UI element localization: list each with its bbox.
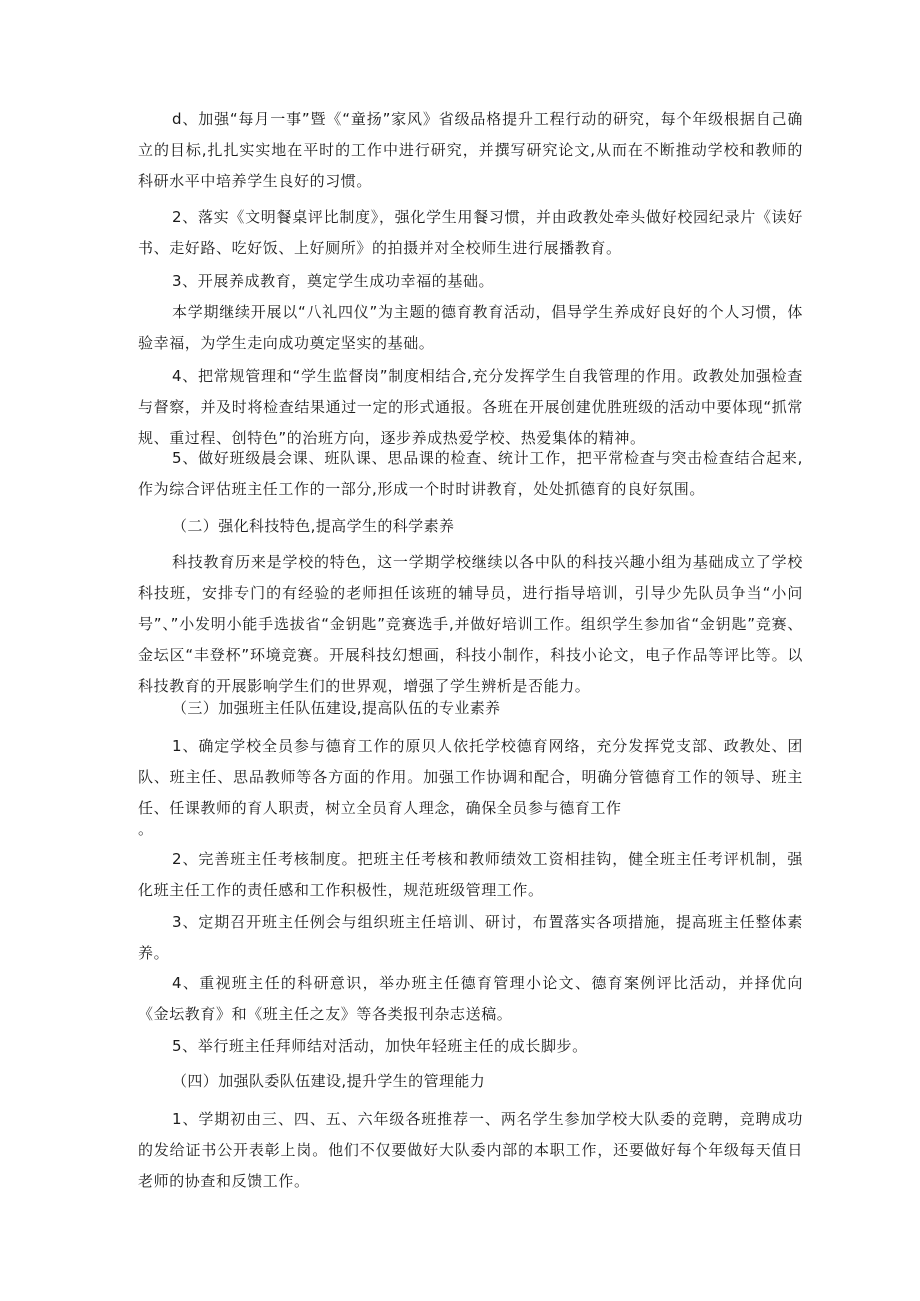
paragraph-3-habit-education: 3、开展养成教育，奠定学生成功幸福的基础。 xyxy=(172,272,495,290)
paragraph-2-assessment-system: 2、完善班主任考核制度。把班主任考核和教师绩效工资相挂钩，健全班主任考评机制，强化班主任工作的责任感和工作积极性，规范班级管理工作。 xyxy=(138,850,803,899)
paragraph-1-full-participation: 1、确定学校全员参与德育工作的原贝人依托学校德育网络，充分发挥党支部、政教处、团队、班主任、思品教师等各方面的作用。加强工作协调和配合，明确分管德育工作的领导、班主任、任课教师的育人职责，树立全员育人理念，确保全员参与德育工作 xyxy=(138,737,803,817)
section-heading-team-committee: （四）加强队委队伍建设,提升学生的管理能力 xyxy=(172,1072,486,1090)
paragraph-5-class-inspection: 5、做好班级晨会课、班队课、思品课的检查、统计工作，把平常检查与突击检查结合起来,作为综合评估班主任工作的一部分,形成一个时时讲教育，处处抓德育的良好氛围。 xyxy=(138,449,803,498)
paragraph-1-trailing-period: 。 xyxy=(138,820,154,838)
section-heading-head-teachers: （三）加强班主任队伍建设,提高队伍的专业素养 xyxy=(172,699,501,717)
paragraph-d-monthly-event: d、加强“每月一事”暨《“童扬”家风》省级品格提升工程行动的研究，每个年级根据自己确立的目标,扎扎实实地在平时的工作中进行研究，并撰写研究论文,从而在不断推动学校和教师的科研水平中培养学生良好的习惯。 xyxy=(138,110,803,190)
paragraph-science-education: 科技教育历来是学校的特色，这一学期学校继续以各中队的科技兴趣小组为基础成立了学校科技班，安排专门的有经验的老师担任该班的辅导员，进行指导培训，引导少先队员争当“小问号”、”小发明小能手选拔省“金钥匙”竞赛选手,并做好培训工作。组织学生参加省“金钥匙”竞赛、金坛区“丰登杯”环境竞赛。开展科技幻想画，科技小制作，科技小论文，电子作品等评比等。以科技教育的开展影响学生们的世界观，增强了学生辨析是否能力。 xyxy=(138,553,803,695)
paragraph-1-committee-election: 1、学期初由三、四、五、六年级各班推荐一、两名学生参加学校大队委的竞聘，竞聘成功的发给证书公开表彰上岗。他们不仅要做好大队委内部的本职工作，还要做好每个年级每天值日老师的协查和反馈工作。 xyxy=(138,1110,803,1190)
section-heading-science: （二）强化科技特色,提高学生的科学素养 xyxy=(172,517,455,535)
paragraph-2-dining-rules: 2、落实《文明餐桌评比制度》，强化学生用餐习惯，并由政教处牵头做好校园纪录片《读好书、走好路、吃好饭、上好厕所》的拍摄并对全校师生进行展播教育。 xyxy=(138,208,803,257)
paragraph-4-research-awareness: 4、重视班主任的科研意识，举办班主任德育管理小论文、德育案例评比活动，并择优向《金坛教育》和《班主任之友》等各类报刊杂志送稿。 xyxy=(138,974,803,1023)
paragraph-5-mentorship: 5、举行班主任拜师结对活动，加快年轻班主任的成长脚步。 xyxy=(172,1037,588,1055)
paragraph-4-routine-management: 4、把常规管理和“学生监督岗”制度相结合,充分发挥学生自我管理的作用。政教处加强检查与督察，并及时将检查结果通过一定的形式通报。各班在开展创建优胜班级的活动中要体现“抓常规、重过程、创特色”的治班方向，逐步养成热爱学校、热爱集体的精神。 xyxy=(138,367,803,447)
paragraph-etiquette-activity: 本学期继续开展以“八礼四仪”为主题的德育教育活动，倡导学生养成好良好的个人习惯，体验幸福，为学生走向成功奠定坚实的基础。 xyxy=(138,303,803,352)
paragraph-3-regular-meetings: 3、定期召开班主任例会与组织班主任培训、研讨，布置落实各项措施，提高班主任整体素养。 xyxy=(138,913,803,962)
